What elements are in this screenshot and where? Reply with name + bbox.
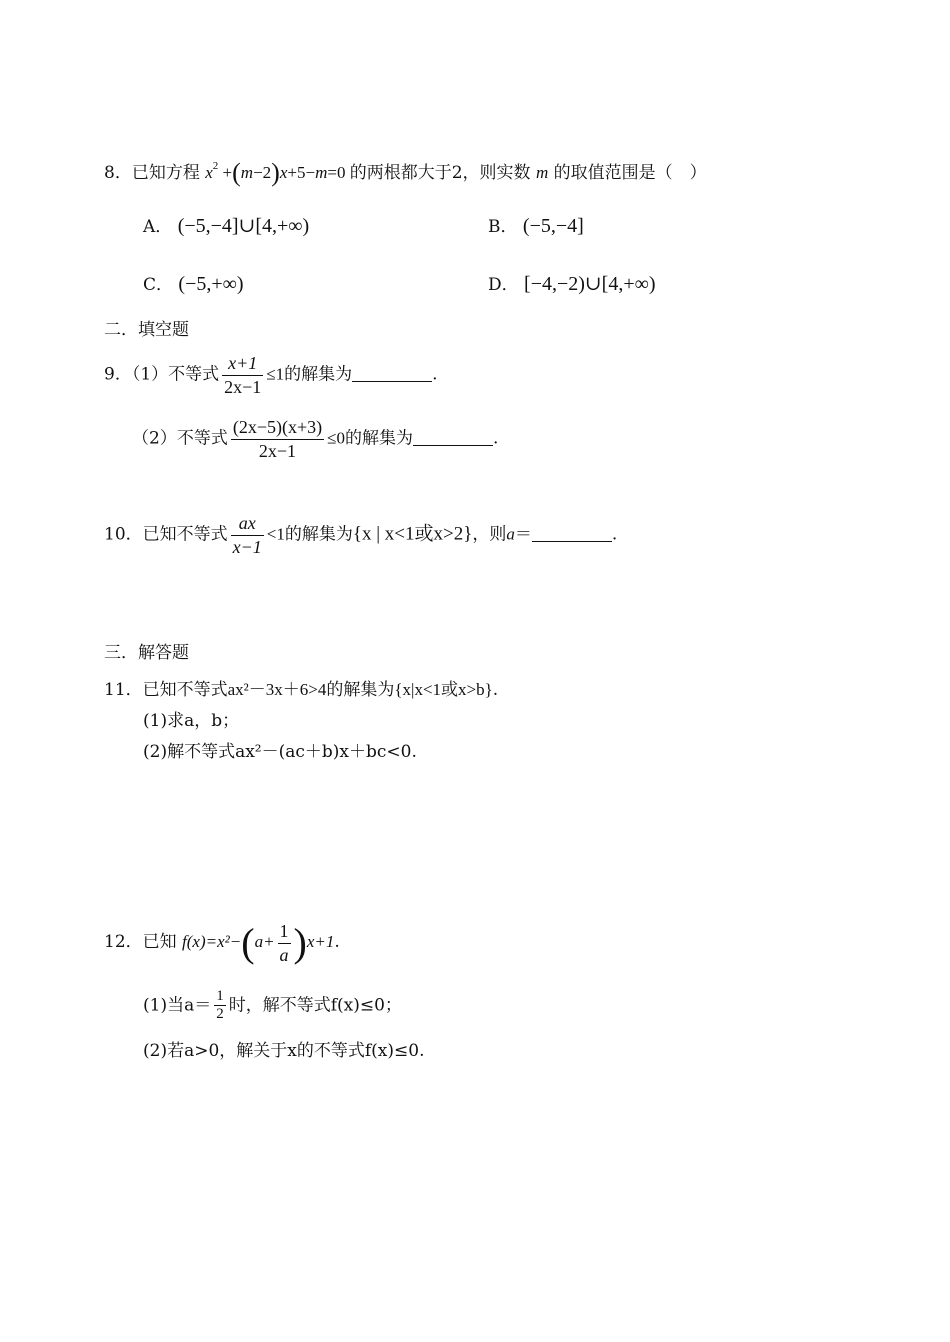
option-text: (−5,+∞) — [178, 273, 244, 295]
q12-number: 12． — [104, 931, 143, 952]
option-text: [−4,−2)∪[4,+∞) — [524, 273, 656, 295]
q12-half-fraction: $\frac{1}{2}$ — [216, 988, 224, 1023]
option-text: (−5,−4] — [522, 215, 584, 237]
q11-number: 11． — [104, 680, 143, 700]
q8-option-d[interactable] — [488, 274, 656, 294]
q9-p2-relation: ≤0 — [327, 428, 345, 448]
q8-equation: $x^2 +(m-2)x+5-m=0$ — [205, 158, 346, 187]
q8-tail: 的取值范围是（ ） — [553, 163, 707, 183]
q8-option-a[interactable] — [143, 216, 309, 236]
q9-p1-answer-blank[interactable] — [352, 365, 432, 382]
q10-tail: ，则 — [472, 524, 507, 545]
q9-number: 9． — [104, 364, 132, 385]
q8-lead: 已知方程 — [131, 163, 200, 183]
q11-lead: 已知不等式 — [142, 680, 228, 700]
q10-relation: <1 — [266, 524, 285, 544]
q10-lead: 已知不等式 — [142, 524, 228, 545]
q9-p2-tail: 的解集为 — [344, 428, 413, 449]
question-9-part-1: 9．（1）不等式 $\frac{x+1}{2x-1}$ ≤1的解集为 . — [104, 353, 438, 397]
option-label: D． — [488, 275, 519, 295]
q8-mid: 的两根都大于2，则实数 — [349, 163, 531, 183]
question-12-stem: 12．已知 f(x)=x²−(a+ $\frac{1}{a}$ )x+1. — [104, 919, 340, 965]
q11-mid: 的解集为 — [326, 680, 395, 700]
q10-mid: 的解集为 — [284, 524, 353, 545]
question-11-stem: 11．已知不等式ax²－3x＋6>4的解集为{x|x<1或x>b}. — [104, 680, 499, 700]
q9-p2-answer-blank[interactable] — [413, 429, 493, 446]
question-8-stem — [104, 160, 707, 186]
q12-function: f(x)=x²−(a+ $\frac{1}{a}$ )x+1 — [182, 919, 335, 965]
q12-part-2: (2)若a>0，解关于x的不等式f(x)≤0. — [143, 1041, 425, 1061]
q9-p1-label: （1）不等式 — [131, 364, 220, 385]
q12-lead: 已知 — [142, 931, 177, 952]
q11-part-2: (2)解不等式ax²－(ac＋b)x＋bc<0. — [143, 742, 417, 762]
q9-p2-label: （2）不等式 — [132, 428, 228, 449]
q8-number: 8． — [104, 163, 132, 183]
question-9-part-2: （2）不等式 $\frac{(2x-5)(x+3)}{2x-1}$ ≤0的解集为 . — [132, 417, 499, 461]
q11-part-1: (1)求a，b； — [143, 711, 240, 731]
option-label: B． — [488, 217, 518, 237]
q8-option-c[interactable] — [143, 274, 244, 294]
option-label: A． — [143, 217, 173, 237]
section-fill-in-title: 二．填空题 — [104, 320, 189, 340]
q11-solution-set: {x|x<1或x>b} — [394, 680, 493, 699]
q10-solution-set: {x | x<1或x>2} — [352, 523, 473, 545]
q8-var: m — [535, 163, 549, 182]
q9-p1-fraction: $\frac{x+1}{2x-1}$ — [224, 353, 262, 397]
question-10: 10．已知不等式 $\frac{ax}{x-1}$ <1的解集为{x | x<1或x>2}，则a＝ . — [104, 513, 618, 557]
q10-number: 10． — [104, 524, 143, 545]
q12-part-1: (1)当a＝ $\frac{1}{2}$ 时，解不等式f(x)≤0； — [143, 988, 402, 1023]
section-solutions-title: 三．解答题 — [104, 643, 189, 663]
q9-p2-fraction: $\frac{(2x-5)(x+3)}{2x-1}$ — [232, 417, 323, 461]
q8-option-b[interactable] — [488, 216, 584, 236]
q11-inequality: ax²－3x＋6>4 — [227, 680, 327, 699]
q9-p1-tail: 的解集为 — [284, 364, 353, 385]
q10-fraction: $\frac{ax}{x-1}$ — [232, 513, 262, 557]
q9-p1-relation: ≤1 — [266, 364, 285, 384]
option-text: (−5,−4]∪[4,+∞) — [177, 215, 310, 237]
option-label: C． — [143, 275, 174, 295]
q10-answer-blank[interactable] — [532, 525, 612, 542]
